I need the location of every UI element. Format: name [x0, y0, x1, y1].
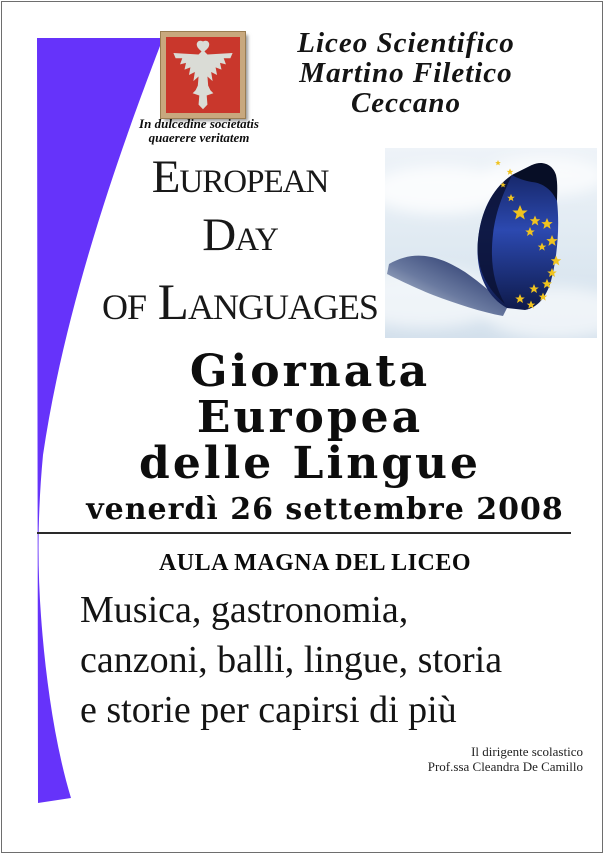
title-it-line-2: Europea	[196, 392, 424, 443]
event-description	[80, 585, 585, 735]
title-it	[40, 346, 580, 489]
school-name	[250, 28, 562, 118]
horizontal-divider	[37, 532, 571, 534]
school-name-line-3: Ceccano	[350, 87, 462, 119]
title-it-line-1: Giornata	[189, 346, 431, 397]
title-it-line-3: delle Lingue	[139, 438, 481, 489]
signature-name: Prof.ssa Cleandra De Camillo	[427, 759, 583, 774]
school-motto	[126, 117, 272, 145]
event-venue: AULA MAGNA DEL LICEO	[158, 550, 472, 576]
title-en-line-2: Day	[202, 209, 278, 261]
title-en-line-1: European	[151, 151, 329, 203]
description-line-2: canzoni, balli, lingue, storia	[80, 639, 503, 681]
motto-line-2: quaerere veritatem	[148, 130, 250, 145]
school-name-line-2: Martino Filetico	[299, 57, 513, 89]
description-line-3: e storie per capirsi di più	[80, 689, 457, 731]
signature-role: Il dirigente scolastico	[471, 744, 583, 759]
crest-graphic	[166, 37, 240, 113]
description-line-1: Musica, gastronomia,	[80, 589, 409, 631]
school-name-line-1: Liceo Scientifico	[297, 27, 515, 59]
school-crest	[161, 32, 245, 118]
title-en-line-3: of Languages	[102, 275, 378, 331]
event-date: venerdì 26 settembre 2008	[86, 492, 564, 527]
motto-line-1: In dulcedine societatis	[139, 116, 259, 131]
signature-block	[303, 744, 583, 774]
